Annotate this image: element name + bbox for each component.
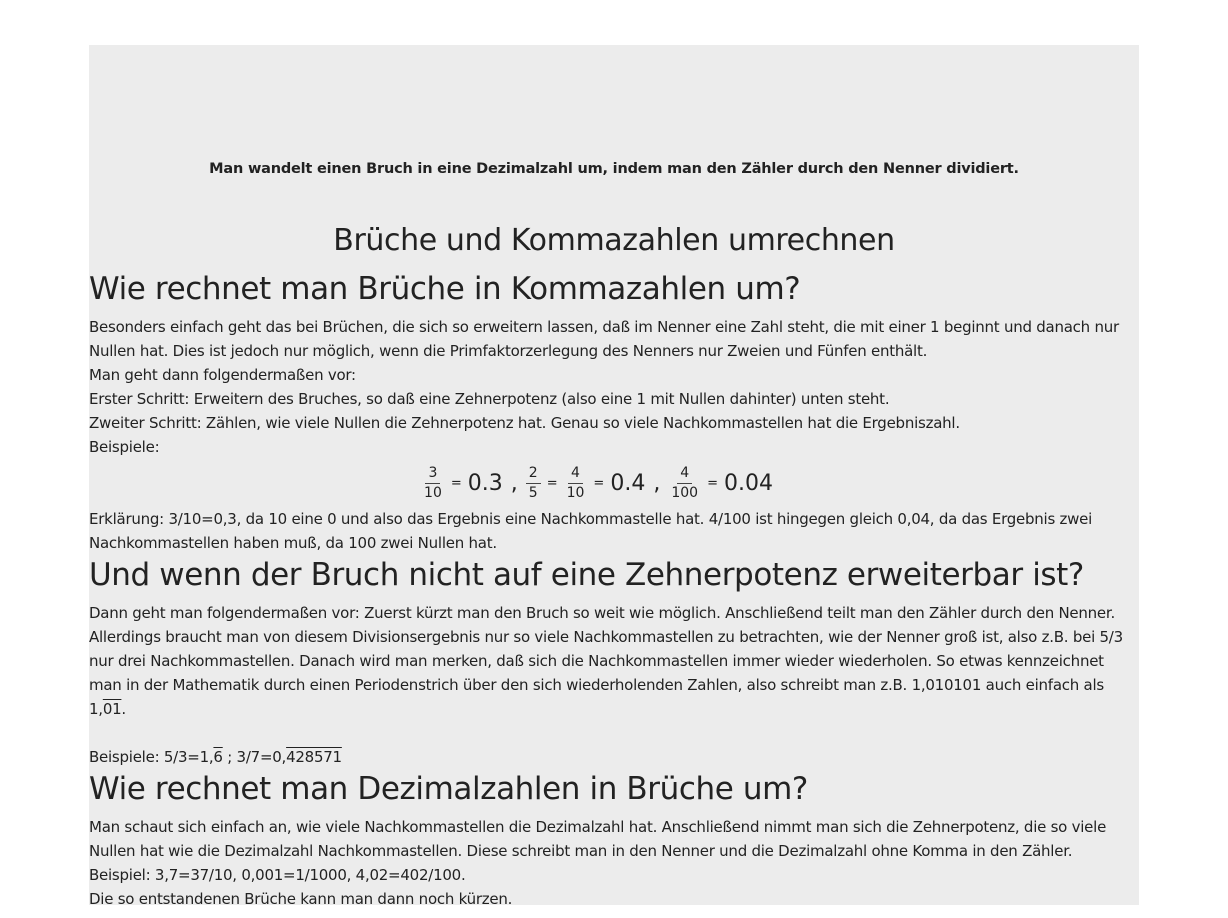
fraction-2-5 xyxy=(526,464,541,503)
equals-sign: = xyxy=(450,475,462,491)
fraction-3-10 xyxy=(421,464,445,503)
equals-sign: = xyxy=(707,475,718,491)
period-digits: 428571 xyxy=(286,748,342,766)
section3-paragraph-2: Beispiel: 3,7=37/10, 0,001=1/1000, 4,02=402/100. xyxy=(89,866,466,884)
section1-paragraph-4: Zweiter Schritt: Zählen, wie viele Nullen die Zehnerpotenz hat. Genau so viele Nachkommastellen hat die Ergebniszahl. xyxy=(89,414,960,432)
fraction-examples xyxy=(59,459,1135,507)
separator-comma: , xyxy=(653,470,661,496)
section2-paragraph-end: . xyxy=(121,700,126,718)
fraction-numerator: 4 xyxy=(568,464,583,484)
fraction-denominator: 5 xyxy=(528,484,538,501)
period-digits: 6 xyxy=(213,748,223,766)
fraction-4-100 xyxy=(668,464,701,503)
section1-paragraph-1: Besonders einfach geht das bei Brüchen, die sich so erweitern lassen, daß im Nenner eine Zahl steht, die mit einer 1 beginnt und danach nur Nullen hat. Dies ist jedoch nur möglich, wenn die Primfaktorzerlegung des Nenners nur Zweien und Fünfen enthält. xyxy=(89,318,1119,360)
fraction-numerator: 2 xyxy=(526,464,541,484)
intro-text: Man wandelt einen Bruch in eine Dezimalzahl um, indem man den Zähler durch den Nenner dividiert. xyxy=(209,161,1019,177)
equals-sign: = xyxy=(546,475,558,491)
section1-heading: Wie rechnet man Brüche in Kommazahlen um? xyxy=(89,271,801,307)
section2-paragraph-text: Dann geht man folgendermaßen vor: Zuerst kürzt man den Bruch so weit wie möglich. Anschließend teilt man den Zähler durch den Nenner. Allerdings braucht man von diesem Divisionsergebnis nur so viele Nachkommastellen zu betrachten, wie der Nenner groß ist, also z.B. bei 5/3 nur drei Nachkommastellen. Danach wird man merken, daß sich die Nachkommastellen immer wieder wiederholen. So etwas kennzeichnet man in der Mathematik durch einen Periodenstrich über den sich wiederholenden Zahlen, also schreibt man z.B. 1,010101 auch einfach als 1, xyxy=(89,604,1123,718)
spacer xyxy=(89,721,1135,745)
section1-paragraph-3: Erster Schritt: Erweitern des Bruches, so daß eine Zehnerpotenz (also eine 1 mit Nullen dahinter) unten steht. xyxy=(89,390,890,408)
fraction-denominator: 10 xyxy=(424,484,442,501)
fraction-4-10 xyxy=(564,464,588,503)
section3-paragraph-1: Man schaut sich einfach an, wie viele Nachkommastellen die Dezimalzahl hat. Anschließend nimmt man sich die Zehnerpotenz, die so viele Nullen hat wie die Dezimalzahl Nachkommastellen. Diese schreibt man in den Nenner und die Dezimalzahl ohne Komma in den Zähler. xyxy=(89,818,1107,860)
content-panel xyxy=(89,45,1139,908)
section1-explanation: Erklärung: 3/10=0,3, da 10 eine 0 und also das Ergebnis eine Nachkommastelle hat. 4/100 ist hingegen gleich 0,04, da das Ergebnis zwei Nachkommastellen haben muß, da 100 zwei Nullen hat. xyxy=(89,510,1093,552)
section2-examples xyxy=(89,745,1135,769)
section2-heading: Und wenn der Bruch nicht auf eine Zehnerpotenz erweiterbar ist? xyxy=(89,557,1084,593)
section2-paragraph xyxy=(89,601,1135,721)
equals-sign: = xyxy=(593,475,605,491)
decimal-result: 0.4 xyxy=(610,470,646,496)
section1-paragraph-5: Beispiele: xyxy=(89,438,160,456)
separator-comma: , xyxy=(510,470,518,496)
decimal-result: 0.04 xyxy=(723,470,773,496)
fraction-numerator: 3 xyxy=(425,464,440,484)
section3-heading: Wie rechnet man Dezimalzahlen in Brüche um? xyxy=(89,771,808,807)
fraction-denominator: 100 xyxy=(671,484,699,501)
fraction-denominator: 10 xyxy=(566,484,585,501)
examples-middle: ; 3/7=0, xyxy=(222,748,287,766)
page-title: Brüche und Kommazahlen umrechnen xyxy=(333,223,895,258)
period-digits: 01 xyxy=(102,700,122,718)
section3-paragraph-3: Die so entstandenen Brüche kann man dann noch kürzen. xyxy=(89,890,513,908)
decimal-result: 0.3 xyxy=(467,470,503,496)
section1-paragraph-2: Man geht dann folgendermaßen vor: xyxy=(89,366,356,384)
fraction-numerator: 4 xyxy=(677,464,692,484)
article-body xyxy=(89,269,1135,911)
examples-prefix: Beispiele: 5/3=1, xyxy=(89,748,214,766)
